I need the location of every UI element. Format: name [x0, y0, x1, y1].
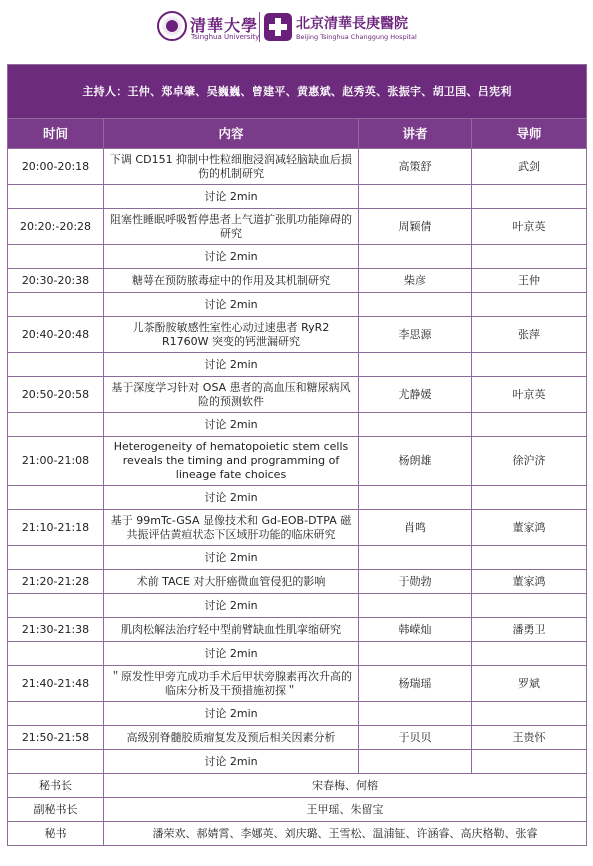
secretary-label: 秘书	[8, 822, 104, 846]
talk-time: 21:30-21:38	[8, 618, 104, 642]
discussion-text: 讨论 2min	[104, 702, 359, 726]
column-header-time: 时间	[8, 119, 104, 149]
talk-mentor: 董家鸿	[472, 570, 587, 594]
talk-row	[8, 437, 587, 486]
talk-mentor: 王贵怀	[472, 726, 587, 750]
talk-topic: 儿茶酚胺敏感性室性心动过速患者 RyR2 R1760W 突变的钙泄漏研究	[104, 317, 359, 353]
discussion-row	[8, 293, 587, 317]
discussion-text: 讨论 2min	[104, 245, 359, 269]
talk-time: 20:40-20:48	[8, 317, 104, 353]
header-logos	[0, 0, 593, 56]
secretary-row	[8, 822, 587, 846]
column-header-content: 内容	[104, 119, 359, 149]
discussion-row	[8, 750, 587, 774]
hospital-name-en: Beijing Tsinghua Changgung Hospital	[296, 33, 417, 41]
talk-topic: ＂原发性甲旁亢成功手术后甲状旁腺素再次升高的临床分析及干预措施初探＂	[104, 666, 359, 702]
talk-speaker: 高策舒	[359, 149, 472, 185]
discussion-row	[8, 642, 587, 666]
column-header-row	[8, 119, 587, 149]
discussion-text: 讨论 2min	[104, 750, 359, 774]
talk-speaker: 周颖倩	[359, 209, 472, 245]
talk-speaker: 杨朗雄	[359, 437, 472, 486]
talk-row	[8, 377, 587, 413]
discussion-row	[8, 353, 587, 377]
talk-speaker: 于勋勃	[359, 570, 472, 594]
secretary-names: 潘荣欢、郝婧霄、李娜英、刘庆璐、王雪松、温浦钲、许涵睿、高庆格勒、张睿	[104, 822, 587, 846]
column-header-speaker: 讲者	[359, 119, 472, 149]
hospital-logo	[264, 11, 417, 45]
discussion-text: 讨论 2min	[104, 594, 359, 618]
tsinghua-seal-icon	[157, 11, 187, 41]
tsinghua-logo	[157, 11, 260, 45]
discussion-text: 讨论 2min	[104, 546, 359, 570]
talk-topic: 基于 99mTc-GSA 显像技术和 Gd-EOB-DTPA 磁共振评估黄疸状态下区域肝功能的临床研究	[104, 510, 359, 546]
talk-time: 20:30-20:38	[8, 269, 104, 293]
talk-row	[8, 510, 587, 546]
talk-mentor: 潘勇卫	[472, 618, 587, 642]
secretary-general-label: 秘书长	[8, 774, 104, 798]
talk-mentor: 武剑	[472, 149, 587, 185]
talk-mentor: 张萍	[472, 317, 587, 353]
talk-mentor: 罗斌	[472, 666, 587, 702]
host-row	[8, 65, 587, 119]
talk-time: 21:00-21:08	[8, 437, 104, 486]
discussion-text: 讨论 2min	[104, 642, 359, 666]
deputy-secretary-general-names: 王甲瑶、朱留宝	[104, 798, 587, 822]
talk-time: 20:20:-20:28	[8, 209, 104, 245]
tsinghua-name-en: Tsinghua University	[191, 33, 260, 41]
talk-time: 21:20-21:28	[8, 570, 104, 594]
talk-topic: 基于深度学习针对 OSA 患者的高血压和糖尿病风险的预测软件	[104, 377, 359, 413]
talk-row	[8, 317, 587, 353]
talk-topic: 肌肉松解法治疗轻中型前臂缺血性肌挛缩研究	[104, 618, 359, 642]
talk-time: 21:40-21:48	[8, 666, 104, 702]
talk-topic: 糖萼在预防脓毒症中的作用及其机制研究	[104, 269, 359, 293]
discussion-row	[8, 486, 587, 510]
discussion-text: 讨论 2min	[104, 486, 359, 510]
talk-topic: 下调 CD151 抑制中性粒细胞浸润减轻脑缺血后损伤的机制研究	[104, 149, 359, 185]
discussion-row	[8, 594, 587, 618]
talk-speaker: 韩嵘灿	[359, 618, 472, 642]
talk-row	[8, 666, 587, 702]
talk-topic: 阻塞性睡眠呼吸暂停患者上气道扩张肌功能障碍的研究	[104, 209, 359, 245]
talk-speaker: 于贝贝	[359, 726, 472, 750]
discussion-row	[8, 546, 587, 570]
discussion-row	[8, 245, 587, 269]
talk-row	[8, 209, 587, 245]
talk-time: 20:50-20:58	[8, 377, 104, 413]
talk-mentor: 叶京英	[472, 377, 587, 413]
talk-row	[8, 618, 587, 642]
talk-time: 21:50-21:58	[8, 726, 104, 750]
talk-time: 20:00-20:18	[8, 149, 104, 185]
secretary-general-names: 宋春梅、何榕	[104, 774, 587, 798]
deputy-secretary-general-label: 副秘书长	[8, 798, 104, 822]
talk-topic: 高级别脊髓胶质瘤复发及预后相关因素分析	[104, 726, 359, 750]
talk-time: 21:10-21:18	[8, 510, 104, 546]
talk-row	[8, 726, 587, 750]
talk-topic: Heterogeneity of hematopoietic stem cells reveals the timing and programming of lineage fate choices	[104, 437, 359, 486]
talk-speaker: 尤静媛	[359, 377, 472, 413]
column-header-mentor: 导师	[472, 119, 587, 149]
discussion-text: 讨论 2min	[104, 185, 359, 209]
talk-topic: 术前 TACE 对大肝癌微血管侵犯的影响	[104, 570, 359, 594]
talk-row	[8, 570, 587, 594]
host-line: 主持人：王仲、郑卓肇、吴巍巍、曾建平、黄惠斌、赵秀英、张振宇、胡卫国、吕宪利	[8, 65, 587, 119]
hospital-cross-icon	[264, 13, 292, 41]
discussion-row	[8, 413, 587, 437]
talk-mentor: 王仲	[472, 269, 587, 293]
talk-mentor: 徐沪济	[472, 437, 587, 486]
schedule-table	[7, 64, 587, 846]
discussion-text: 讨论 2min	[104, 413, 359, 437]
talk-speaker: 柴彦	[359, 269, 472, 293]
talk-speaker: 肖鸣	[359, 510, 472, 546]
discussion-row	[8, 185, 587, 209]
talk-speaker: 李思源	[359, 317, 472, 353]
talk-mentor: 叶京英	[472, 209, 587, 245]
tsinghua-name-cn: 清華大學	[190, 16, 259, 35]
secretary-general-row	[8, 774, 587, 798]
discussion-text: 讨论 2min	[104, 353, 359, 377]
talk-row	[8, 149, 587, 185]
talk-mentor: 董家鸿	[472, 510, 587, 546]
talk-speaker: 杨瑞瑶	[359, 666, 472, 702]
hospital-name-cn: 北京清華長庚醫院	[296, 16, 408, 32]
discussion-text: 讨论 2min	[104, 293, 359, 317]
discussion-row	[8, 702, 587, 726]
deputy-secretary-general-row	[8, 798, 587, 822]
logo-divider	[259, 12, 260, 42]
talk-row	[8, 269, 587, 293]
